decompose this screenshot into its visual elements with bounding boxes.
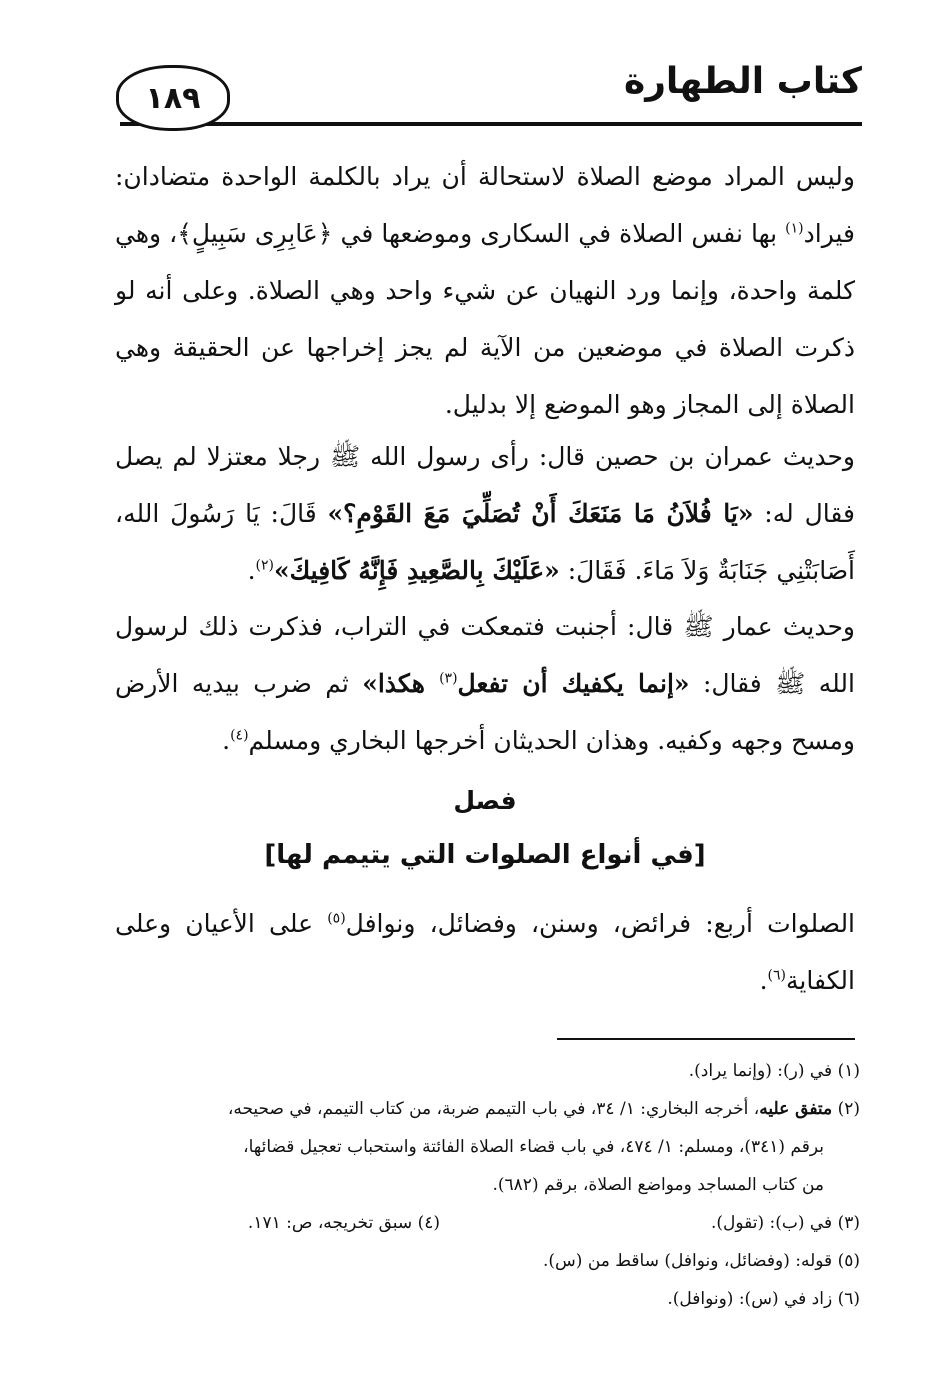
paragraph-4-text-a: الصلوات أربع: فرائض، وسنن، وفضائل، ونوافل [345,909,856,938]
paragraph-1-text-b: بها نفس الصلاة في السكارى وموضعها في ﴿عَابِرِى سَبِيلٍ﴾، وهي كلمة واحدة، وإنما ورد النهيان عن شيء واحد وهي الصلاة. وعلى أنه لو ذكرت الصلاة في موضعين من الآية لم يجز إخراجها عن الحقيقة وهي الصلاة إلى المجاز وهو الموضع إلا بدليل. [115,219,855,419]
footnote-2-line-3: من كتاب المساجد ومواضع الصلاة، برقم (٦٨٢). [492,1175,824,1195]
paragraph-1 [115,148,855,433]
footnote-ref-6: (٦) [767,967,786,984]
footnote-2-line-2: برقم (٣٤١)، ومسلم: ١/ ٤٧٤، في باب قضاء الصلاة الفائتة واستحباب تعجيل قضائها، [243,1137,824,1157]
paragraph-3-text-a: وحديث عمار ﷺ قال: أجنبت فتمعكت في التراب، فذكرت ذلك لرسول الله ﷺ فقال: [115,612,855,698]
paragraph-1-text-a: وليس المراد موضع الصلاة لاستحالة أن يراد بالكلمة الواحدة متضادان: فيراد [115,162,855,248]
footnote-5: (٥) قوله: (وفضائل، ونوافل) ساقط من (س). [543,1251,860,1271]
paragraph-3-text-b: ثم ضرب بيديه الأرض ومسح وجهه وكفيه. وهذان الحديثان أخرجها البخاري ومسلم [115,669,855,755]
paragraph-2-text-a: وحديث عمران بن حصين قال: رأى رسول الله ﷺ رجلا معتزلا لم يصل فقال له: [115,442,855,528]
footnotes [110,1052,860,1318]
hadith-quote-2: «عَلَيْكَ بِالصَّعِيدِ فَإِنَّهُ كَافِيكَ» [273,556,560,585]
paragraph-2 [115,428,855,599]
section-heading: فصل [453,786,517,815]
page-header [100,55,862,135]
page-number: ١٨٩ [116,65,230,131]
paragraph-4-text-b: على الأعيان وعلى الكفاية [115,909,855,995]
book-title: كتاب الطهارة [623,61,862,102]
footnote-4: (٤) سبق تخريجه، ص: ١٧١. [247,1213,440,1233]
footnote-ref-2: (٢) [255,557,274,574]
hadith-quote-1: «يَا فُلاَنُ مَا مَنَعَكَ أَنْ تُصَلِّيَ مَعَ القَوْمِ؟» [327,499,754,528]
footnote-ref-5: (٥) [327,910,346,927]
footnote-2-number: (٢) [832,1099,860,1119]
footnote-row-3-4 [110,1204,860,1242]
paragraph-3 [115,598,855,769]
footnote-ref-4: (٤) [230,727,249,744]
footnote-6: (٦) زاد في (س): (ونوافل). [667,1289,860,1309]
paragraph-4 [115,895,855,1009]
paragraph-2-text-c: . [247,556,256,585]
footnote-2-text: ، أخرجه البخاري: ١/ ٣٤، في باب التيمم ضربة، من كتاب التيمم، في صحيحه، [227,1099,760,1119]
footnote-3: (٣) في (ب): (تقول). [710,1213,860,1233]
section-subtitle: [في أنواع الصلوات التي يتيمم لها] [264,840,706,870]
footnote-ref-3: (٣) [439,670,458,687]
hadith-quote-3b: هكذا» [362,669,440,698]
footnote-2 [110,1090,860,1128]
paragraph-3-text-c: . [222,726,231,755]
header-rule [120,122,862,126]
paragraph-2-text-b: قَالَ: يَا رَسُولَ الله، أَصَابَتْنِي جَنَابَةٌ وَلاَ مَاءَ. فَقَالَ: [115,499,855,585]
footnote-1: (١) في (ر): (وإنما يراد). [688,1061,860,1081]
footnote-separator [557,1038,855,1040]
hadith-quote-3a: «إنما يكفيك أن تفعل [457,669,690,698]
footnote-ref-1: (١) [785,220,804,237]
paragraph-4-text-c: . [759,966,768,995]
footnote-2-bold: متفق عليه [759,1099,833,1119]
